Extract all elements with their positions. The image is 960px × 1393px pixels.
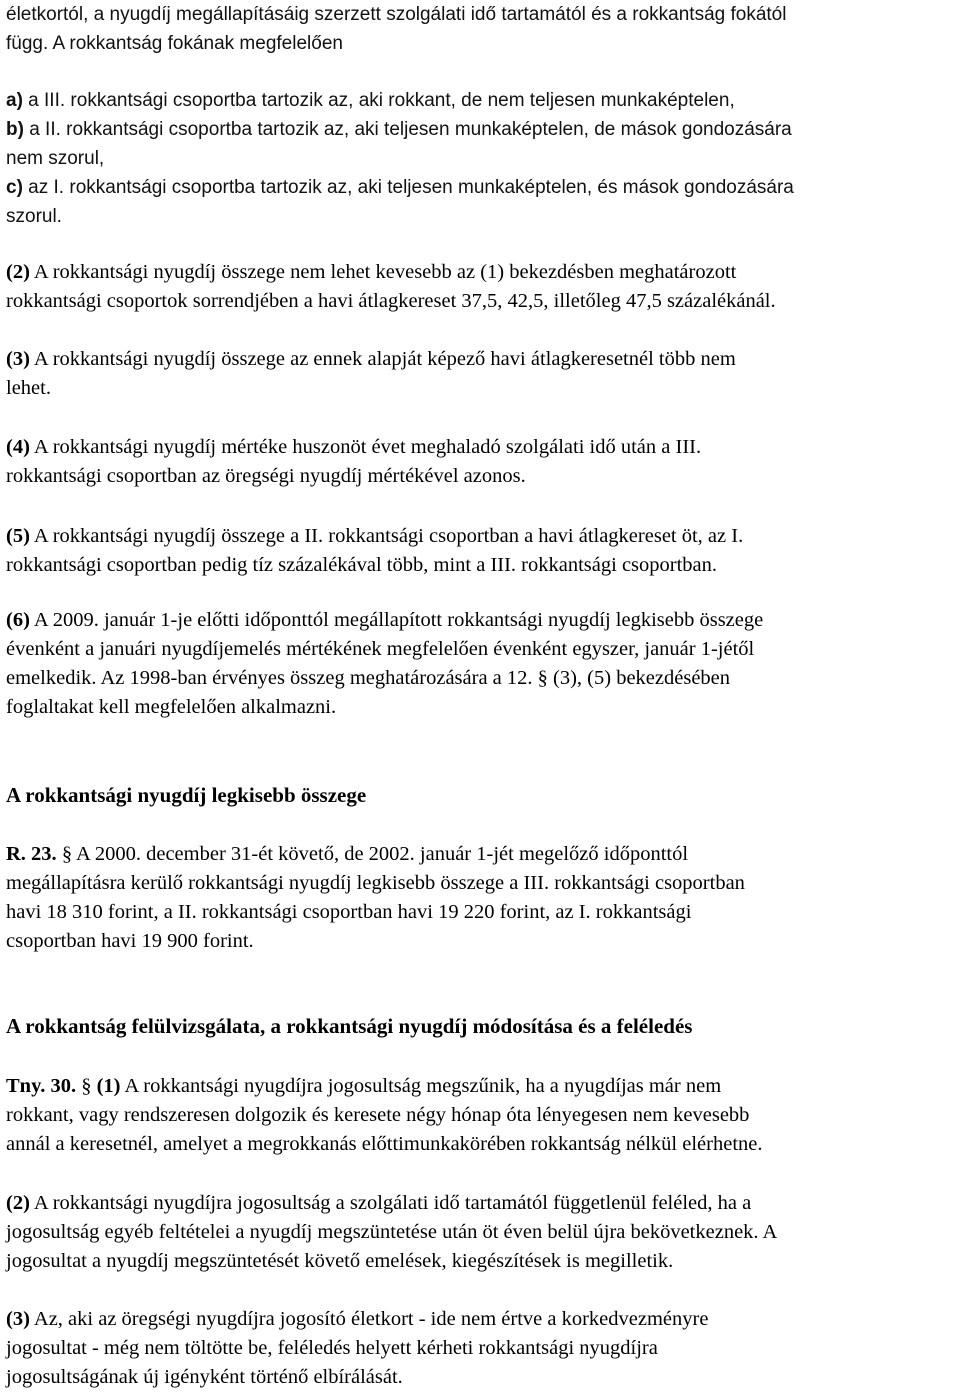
paragraph-5: (5) A rokkantsági nyugdíj összege a II. rokkantsági csoportban a havi átlagkereset öt, az I. rokkantsági csoportban pedig tíz százalékával több, mint a III. rokkantsági csoportban. xyxy=(6,525,744,576)
rule-r23: R. 23. § A 2000. december 31-ét követő, de 2002. január 1-jét megelőző időponttól megállapításra kerülő rokkantsági nyugdíj legkisebb összege a III. rokkantsági csoportban havi 18 310 forint, a II. rokkantsági csoportban havi 19 220 forint, az I. rokkantsági csoportban havi 19 900 forint. xyxy=(6,843,745,952)
intro-paragraph xyxy=(6,0,954,58)
list-text: szorul. xyxy=(6,206,62,227)
rule-number: Tny. 30. xyxy=(6,1075,77,1097)
paragraph-number: (1) xyxy=(96,1075,121,1097)
rule-number: R. 23. xyxy=(6,843,57,865)
paragraph-number: (4) xyxy=(6,436,30,458)
section-heading: A rokkantsági nyugdíj legkisebb összege xyxy=(6,783,367,807)
paragraph-number: (2) xyxy=(6,261,30,283)
intro-line: életkortól, a nyugdíj megállapításáig szerzett szolgálati idő tartamától és a rokkantság fokától xyxy=(6,4,787,25)
list-text: az I. rokkantsági csoportba tartozik az, aki teljesen munkaképtelen, és mások gondozására xyxy=(22,177,794,198)
list-marker: c) xyxy=(6,177,23,198)
list-item-b xyxy=(6,115,954,173)
list-item-c xyxy=(6,173,954,231)
paragraph-6: (6) A 2009. január 1-je előtti időponttól megállapított rokkantsági nyugdíj legkisebb összege évenként a januári nyugdíjemelés mértékének megfelelően évenként egyszer, január 1-jétől emelkedik. Az 1998-ban érvényes összeg meghatározására a 12. § (3), (5) bekezdésében foglaltakat kell megfelelően alkalmazni. xyxy=(6,609,764,718)
list-text: a III. rokkantsági csoportba tartozik az, aki rokkant, de nem teljesen munkaképtelen, xyxy=(22,90,735,111)
paragraph-4: (4) A rokkantsági nyugdíj mértéke huszonöt évet meghaladó szolgálati idő után a III. rokkantsági csoportban az öregségi nyugdíj mértékével azonos. xyxy=(6,436,702,487)
paragraph-number: (3) xyxy=(6,1308,30,1330)
paragraph-number: (5) xyxy=(6,525,30,547)
list-item-a xyxy=(6,86,954,115)
intro-line: függ. A rokkantság fokának megfelelően xyxy=(6,33,343,54)
list-text: a II. rokkantsági csoportba tartozik az, aki teljesen munkaképtelen, de mások gondozására xyxy=(23,119,792,140)
paragraph-2: (2) A rokkantsági nyugdíj összege nem lehet kevesebb az (1) bekezdésben meghatározott rokkantsági csoportok sorrendjében a havi átlagkereset 37,5, 42,5, illetőleg 47,5 százalékánál. xyxy=(6,261,776,312)
paragraph-3: (3) A rokkantsági nyugdíj összege az ennek alapját képező havi átlagkeresetnél több nem lehet. xyxy=(6,348,736,399)
list-marker: b) xyxy=(6,119,24,140)
list-text: nem szorul, xyxy=(6,148,105,169)
rule-tny30-3: (3) Az, aki az öregségi nyugdíjra jogosító életkort - ide nem értve a korkedvezményre jogosultat - még nem töltötte be, feléledés helyett kérheti rokkantsági nyugdíjra jogosultságának új igényként történő elbírálását. xyxy=(6,1308,709,1388)
list-marker: a) xyxy=(6,90,23,111)
paragraph-number: (6) xyxy=(6,609,30,631)
rule-tny30-2: (2) A rokkantsági nyugdíjra jogosultság a szolgálati idő tartamától függetlenül feléled, ha a jogosultság egyéb feltételei a nyugdíj megszüntetése után öt éven belül újra bekövetkeznek. A jogosultat a nyugdíj megszüntetését követő emelések, kiegészítések is megilletik. xyxy=(6,1192,778,1272)
paragraph-number: (2) xyxy=(6,1192,30,1214)
section-heading: A rokkantság felülvizsgálata, a rokkantsági nyugdíj módosítása és a feléledés xyxy=(6,1014,693,1038)
rule-tny30-1: Tny. 30. § (1) A rokkantsági nyugdíjra jogosultság megszűnik, ha a nyugdíjas már nem rokkant, vagy rendszeresen dolgozik és keresete négy hónap óta lényegesen nem kevesebb annál a keresetnél, amelyet a megrokkanás előttimunkakörében rokkantság nélkül elérhetne. xyxy=(6,1075,763,1155)
paragraph-number: (3) xyxy=(6,348,30,370)
